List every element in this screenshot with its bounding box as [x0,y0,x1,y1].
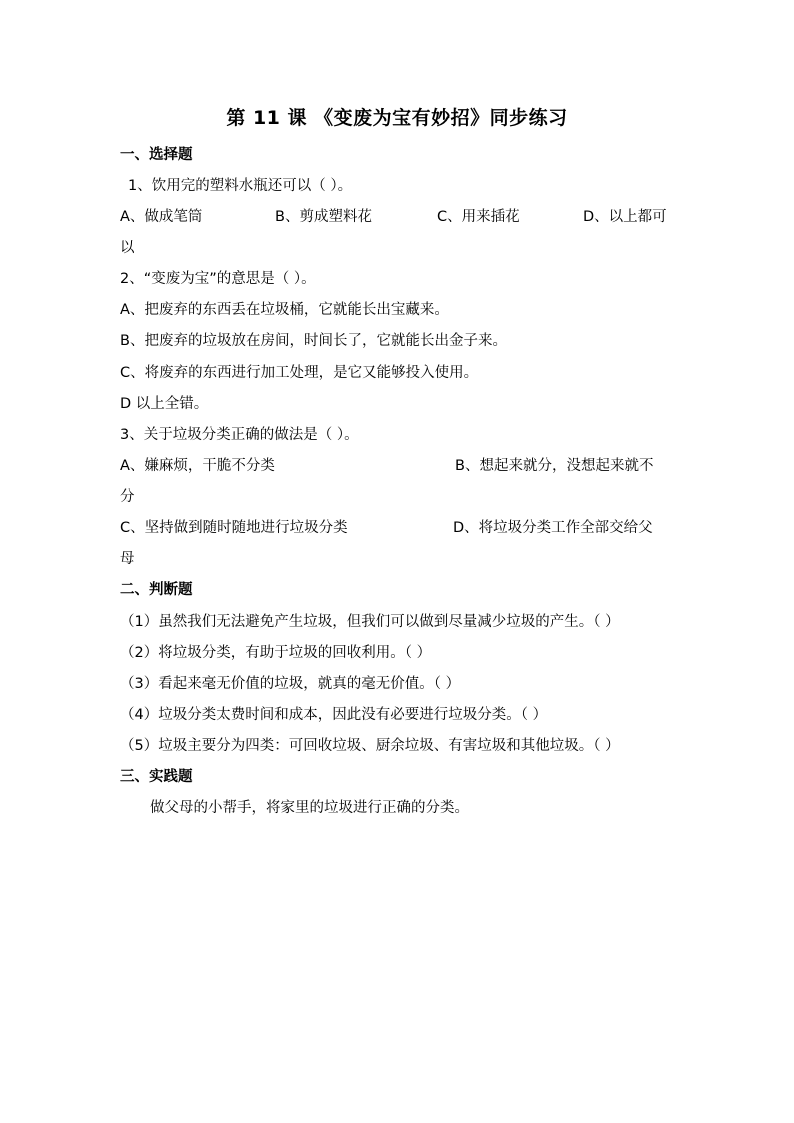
judgment-item-4: （4）垃圾分类太费时间和成本，因此没有必要进行垃圾分类。（ ） [120,707,548,723]
question-3-stem: 3、关于垃圾分类正确的做法是（ ）。 [120,427,359,443]
question-2-stem: 2、“变废为宝”的意思是（ ）。 [120,271,316,287]
section-heading-practice: 三、实践题 [120,769,193,785]
question-2-option-a: A、把废弃的东西丢在垃圾桶，它就能长出宝藏来。 [120,302,449,318]
question-1-option-d-wrap: 以 [120,240,135,256]
question-3-option-c: C、坚持做到随时随地进行垃圾分类 [120,520,348,536]
judgment-item-3: （3）看起来毫无价值的垃圾，就真的毫无价值。（ ） [120,676,461,692]
judgment-item-1: （1）虽然我们无法避免产生垃圾，但我们可以做到尽量减少垃圾的产生。（ ） [120,614,620,630]
question-1-option-b: B、剪成塑料花 [275,209,372,225]
question-2-option-c: C、将废弃的东西进行加工处理，是它又能够投入使用。 [120,365,479,381]
section-heading-choice: 一、选择题 [120,147,193,163]
page-title: 第 11 课 《变废为宝有妙招》同步练习 [226,107,568,129]
question-3-option-b: B、想起来就分，没想起来就不 [455,458,654,474]
question-3-option-d-wrap: 母 [120,551,135,567]
question-1-option-c: C、用来插花 [437,209,520,225]
question-2-option-b: B、把废弃的垃圾放在房间，时间长了，它就能长出金子来。 [120,333,507,349]
judgment-item-2: （2）将垃圾分类，有助于垃圾的回收利用。（ ） [120,645,432,661]
question-1-stem: 1、饮用完的塑料水瓶还可以（ ）。 [128,178,353,194]
section-heading-judgment: 二、判断题 [120,582,193,598]
question-3-option-b-wrap: 分 [120,489,135,505]
question-2-option-d: D 以上全错。 [120,396,209,412]
question-3-option-d: D、将垃圾分类工作全部交给父 [453,520,653,536]
question-1-option-d: D、以上都可 [583,209,667,225]
practice-text: 做父母的小帮手，将家里的垃圾进行正确的分类。 [150,800,469,816]
judgment-item-5: （5）垃圾主要分为四类：可回收垃圾、厨余垃圾、有害垃圾和其他垃圾。（ ） [120,738,620,754]
question-3-option-a: A、嫌麻烦，干脆不分类 [120,458,275,474]
question-1-option-a: A、做成笔筒 [120,209,203,225]
